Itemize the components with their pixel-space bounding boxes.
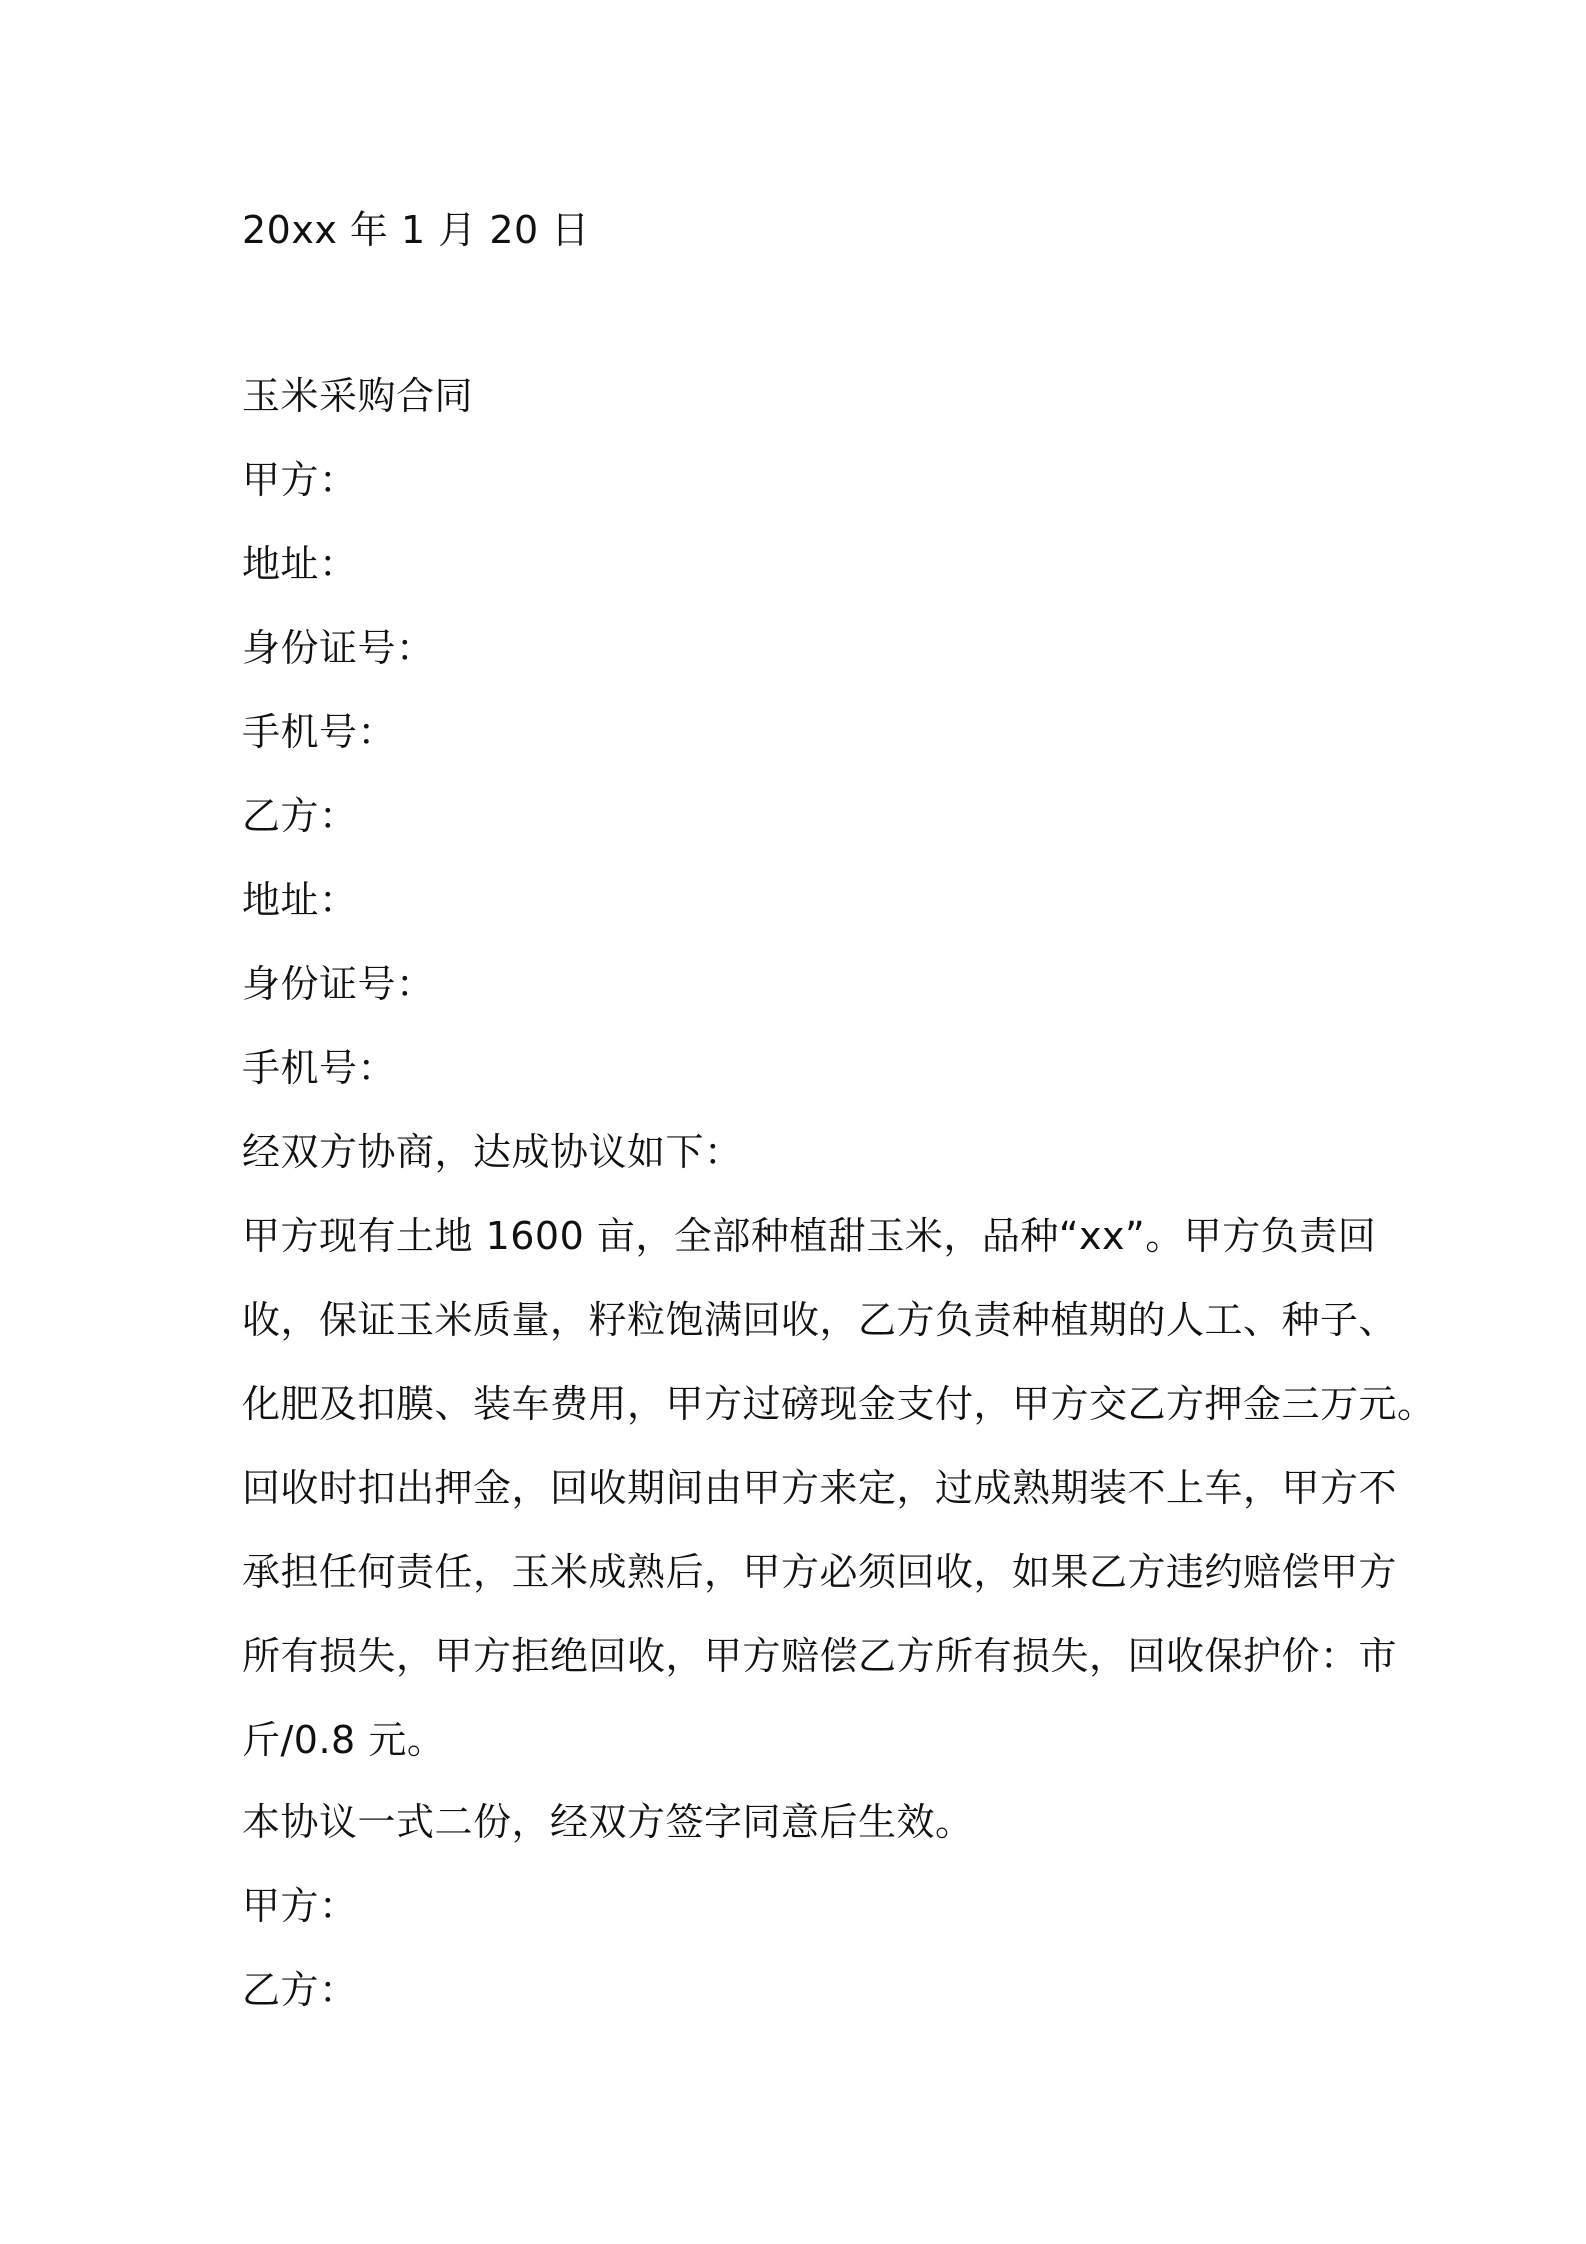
terms-line: 化肥及扣膜、装车费用，甲方过磅现金支付，甲方交乙方押金三万元。 xyxy=(242,1382,1436,1426)
terms-line: 承担任何责任，玉米成熟后，甲方必须回收，如果乙方违约赔偿甲方 xyxy=(242,1550,1398,1594)
party-a-label: 甲方： xyxy=(242,458,358,502)
terms-line: 斤/0.8 元。 xyxy=(242,1718,446,1762)
party-a-id-label: 身份证号： xyxy=(242,626,435,670)
agreement-intro: 经双方协商，达成协议如下： xyxy=(242,1130,743,1174)
effect-clause: 本协议一式二份，经双方签字同意后生效。 xyxy=(242,1800,974,1844)
signature-party-b: 乙方： xyxy=(242,1968,358,2012)
party-b-label: 乙方： xyxy=(242,794,358,838)
contract-title: 玉米采购合同 xyxy=(242,374,474,418)
party-a-address-label: 地址： xyxy=(242,542,358,586)
party-b-id-label: 身份证号： xyxy=(242,962,435,1006)
contract-terms-paragraph xyxy=(242,1194,1436,1782)
terms-line: 所有损失，甲方拒绝回收，甲方赔偿乙方所有损失，回收保护价：市 xyxy=(242,1634,1398,1678)
terms-line: 收，保证玉米质量，籽粒饱满回收，乙方负责种植期的人工、种子、 xyxy=(242,1298,1398,1342)
terms-line: 甲方现有土地 1600 亩，全部种植甜玉米，品种“xx”。甲方负责回 xyxy=(242,1214,1377,1258)
party-a-phone-label: 手机号： xyxy=(242,710,397,754)
contract-date: 20xx 年 1 月 20 日 xyxy=(242,208,590,252)
terms-line: 回收时扣出押金，回收期间由甲方来定，过成熟期装不上车，甲方不 xyxy=(242,1466,1398,1510)
signature-party-a: 甲方： xyxy=(242,1884,358,1928)
party-b-phone-label: 手机号： xyxy=(242,1046,397,1090)
party-b-address-label: 地址： xyxy=(242,878,358,922)
